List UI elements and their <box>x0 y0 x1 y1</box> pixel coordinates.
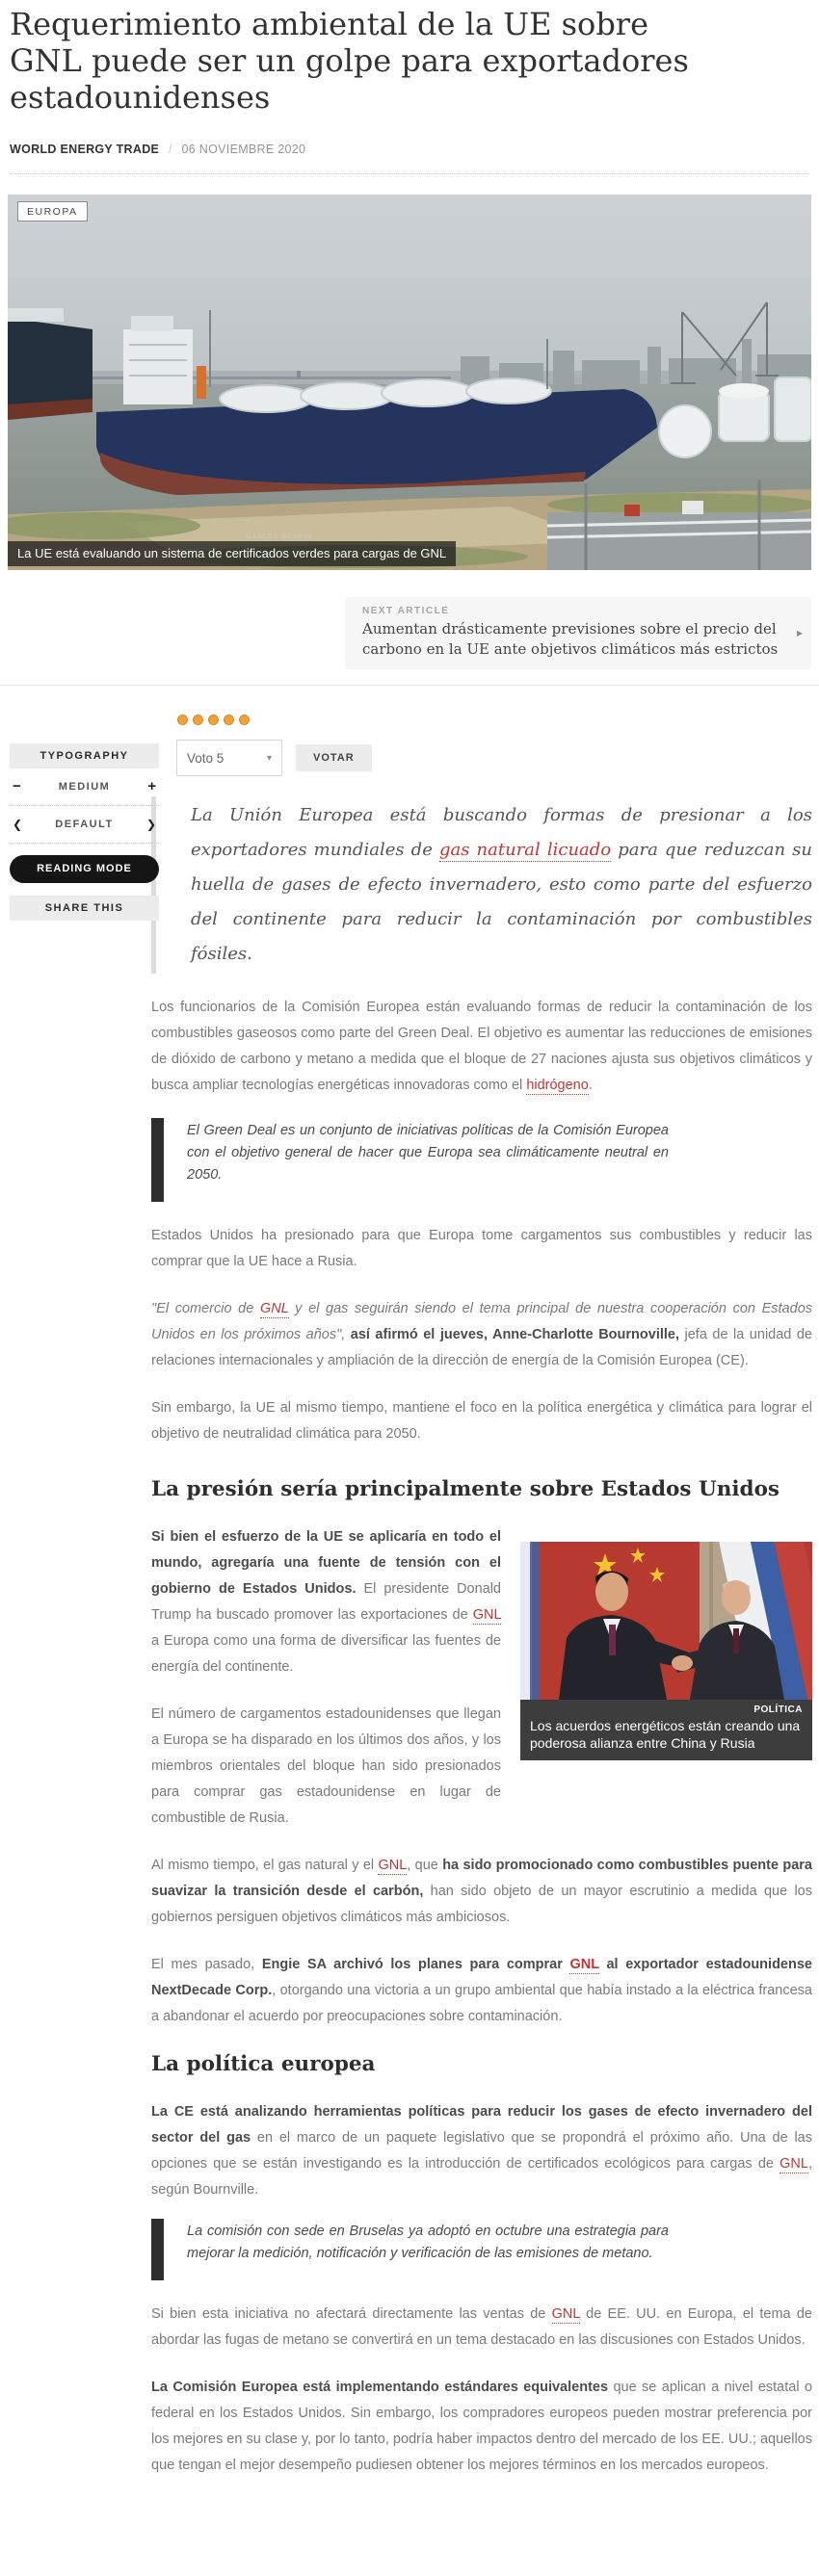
text-segment: La comisión con sede en Bruselas ya adoptó en octubre una estrategia para mejorar la medición, notificación y verificación de las emisiones de metano. <box>187 2224 669 2261</box>
paragraph <box>151 1952 812 2030</box>
text-segment: a Europa como una forma de diversificar las fuentes de energía del continente. <box>151 1633 501 1675</box>
prev-font-button[interactable]: ❮ <box>13 818 23 831</box>
lead-quote <box>151 796 812 974</box>
inline-link[interactable]: GNL <box>259 1301 289 1316</box>
text-segment: han sido objeto de un mayor escrutinio a medida que los gobiernos persiguen objetivos climáticos más ambiciosos. <box>151 1884 812 1925</box>
byline-date: 06 NOVIEMBRE 2020 <box>181 143 306 156</box>
text-segment: El Green Deal es un conjunto de iniciativas políticas de la Comisión Europea con el objetivo general de hacer que Europa sea climáticamente neutral en 2050. <box>187 1123 669 1183</box>
content-area <box>0 715 819 2479</box>
xi-putin-handshake-photo-illustration <box>520 1542 812 1700</box>
byline-author[interactable]: WORLD ENERGY TRADE <box>10 143 160 156</box>
text-segment: Al mismo tiempo, el gas natural y el <box>151 1858 379 1873</box>
byline-separator: / <box>168 143 172 156</box>
text-segment: Si bien esta iniciativa no afectará directamente las ventas de <box>151 2306 552 2322</box>
text-segment: en el marco de un paquete legislativo que se propondrá el próximo año. Una de las opciones que se están investigando es la introducción de certificados ecológicos para cargas de <box>151 2130 812 2172</box>
highlight-quote <box>151 1118 669 1202</box>
vote-button[interactable]: VOTAR <box>296 744 372 771</box>
next-article-title: Aumentan drásticamente previsiones sobre el precio del carbono en la UE ante objetivos climáticos más estrictos <box>362 620 779 658</box>
lng-tanker-photo-illustration <box>8 195 811 570</box>
text-segment: El presidente Donald Trump ha buscado promover las exportaciones de <box>151 1581 501 1623</box>
text-segment: Si bien el esfuerzo de la UE se aplicaría en todo el mundo, agregaría una fuente de tensión con el gobierno de Estados Unidos. <box>151 1529 501 1597</box>
font-family-control <box>10 806 159 844</box>
star-dot[interactable] <box>193 715 203 725</box>
decrease-font-button[interactable]: − <box>13 778 21 794</box>
font-size-control <box>10 768 159 806</box>
arrow-right-icon: ▸ <box>796 625 803 639</box>
next-font-button[interactable]: ❯ <box>145 818 156 831</box>
star-dot[interactable] <box>224 715 234 725</box>
text-segment: La Comisión Europea está implementando estándares equivalentes <box>151 2380 609 2395</box>
paragraph <box>151 1853 812 1931</box>
section-heading: La política europea <box>151 2052 376 2076</box>
text-segment: Estados Unidos ha presionado para que Europa tome cargamentos sus combustibles y reducir las comprar que la UE hace a Rusia. <box>151 1228 812 1269</box>
hero-image <box>8 195 811 570</box>
typography-panel <box>10 743 159 921</box>
figure-caption-block <box>520 1700 812 1760</box>
inline-figure <box>520 1542 812 1760</box>
paragraph <box>151 995 812 1099</box>
inline-link[interactable]: GNL <box>472 1607 501 1623</box>
vote-controls <box>176 740 819 776</box>
paragraph <box>151 2302 812 2354</box>
vote-select[interactable] <box>176 740 282 776</box>
text-segment: ha sido promocionado como combustibles puente para suavizar la transición desde el carbón, <box>151 1858 812 1899</box>
chevron-down-icon: ▾ <box>266 752 272 764</box>
inline-link[interactable]: GNL <box>551 2306 580 2322</box>
text-segment: La Unión Europea está buscando formas de presionar a los exportadores mundiales de <box>191 805 812 860</box>
star-dot[interactable] <box>208 715 219 725</box>
text-segment: El mes pasado, <box>151 1957 262 1972</box>
typography-header: TYPOGRAPHY <box>10 743 159 768</box>
text-segment: al exportador estadounidense NextDecade Corp. <box>151 1957 812 1998</box>
inline-link[interactable]: gas natural licuado <box>438 840 612 860</box>
paragraph <box>151 1296 812 1374</box>
share-button[interactable]: SHARE THIS <box>10 896 159 921</box>
text-segment: para que reduzcan su huella de gases de efecto invernadero, esto como parte del esfuerzo del continente para reducir la contaminación por combustibles fósiles. <box>191 840 812 964</box>
inline-link[interactable]: GNL <box>378 1858 408 1873</box>
paragraph <box>151 1223 812 1275</box>
increase-font-button[interactable]: + <box>147 778 156 794</box>
byline <box>10 143 809 174</box>
figure-caption: Los acuerdos energéticos están creando una poderosa alianza entre China y Rusia <box>530 1718 801 1751</box>
text-segment: Los funcionarios de la Comisión Europea están evaluando formas de reducir la contaminación de los combustibles gaseosos como parte del Green Deal. El objetivo es aumentar las reducciones de emisiones de dióxido de carbono y metano a medida que el bloque de 27 naciones ajusta sus objetivos climáticos y busca ampliar tecnologías energéticas innovadoras como el <box>151 1000 812 1093</box>
text-segment: jefa de la unidad de relaciones internacionales y ampliación de la dirección de energía de la Comisión Europea (CE). <box>151 1327 812 1368</box>
font-family-label: DEFAULT <box>55 819 114 830</box>
page-title: Requerimiento ambiental de la UE sobre GNL puede ser un golpe para exportadores estadounidenses <box>10 6 689 116</box>
inline-link[interactable]: GNL <box>779 2156 808 2172</box>
text-segment: El número de cargamentos estadounidenses que llegan a Europa se ha disparado en los últimos dos años, y los miembros orientales del bloque han sido presionados para comprar gas estadounidense en lugar de combustible de Rusia. <box>151 1706 501 1826</box>
text-segment: Sin embargo, la UE al mismo tiempo, mantiene el foco en la política energética y climática para lograr el objetivo de neutralidad climática para 2050. <box>151 1400 812 1442</box>
category-tag-politica[interactable]: POLÍTICA <box>753 1704 803 1715</box>
paragraph <box>151 2375 812 2479</box>
text-segment: y el gas seguirán siendo el tema principal de nuestra cooperación con Estados Unidos en los próximos años", <box>151 1301 813 1342</box>
text-segment: . <box>588 1078 593 1093</box>
paragraph <box>151 1395 812 1447</box>
text-segment: así afirmó el jueves, Anne-Charlotte Bournoville, <box>350 1327 679 1342</box>
text-segment: , según Bournville. <box>151 2156 812 2198</box>
text-segment: "El comercio de <box>151 1301 260 1316</box>
text-segment: que se aplican a nivel estatal o federal en los Estados Unidos. Sin embargo, los compradores europeos pueden mostrar preferencia por los mejores en su clase y, por lo tanto, podría haber impactos dentro del mercado de los EE. UU.; aquellos que tengan el mejor desempeño pudiesen obtener los mejores términos en los mercados europeos. <box>151 2380 813 2473</box>
inline-link[interactable]: hidrógeno <box>526 1078 589 1093</box>
next-article-teaser[interactable] <box>345 597 811 669</box>
paragraph <box>151 2099 812 2203</box>
next-article-label: NEXT ARTICLE <box>362 606 450 616</box>
rating-stars <box>177 715 819 725</box>
font-size-label: MEDIUM <box>58 781 111 793</box>
section-heading: La presión sería principalmente sobre Estados Unidos <box>151 1477 780 1501</box>
article-body <box>151 796 812 2479</box>
inline-link[interactable]: GNL <box>569 1957 599 1972</box>
text-segment: , otorgando una victoria a un grupo ambiental que había instado a la eléctrica francesa a abandonar el acuerdo por preocupaciones sobre contaminación. <box>151 1983 812 2024</box>
text-segment: Engie SA archivó los planes para comprar <box>261 1957 570 1972</box>
hero-caption: La UE está evaluando un sistema de certificados verdes para cargas de GNL <box>8 541 456 566</box>
vote-select-value: Voto 5 <box>187 750 225 766</box>
divider <box>0 685 819 686</box>
text-segment: , que <box>407 1858 443 1873</box>
text-segment: La CE está analizando herramientas políticas para reducir los gases de efecto invernadero del sector del gas <box>151 2104 812 2146</box>
star-dot[interactable] <box>239 715 250 725</box>
category-tag-europa[interactable]: EUROPA <box>17 201 88 221</box>
ship-name-label: GASLOG GENEVA <box>247 533 313 540</box>
star-dot[interactable] <box>177 715 188 725</box>
reading-mode-button[interactable]: READING MODE <box>10 855 159 883</box>
highlight-quote <box>151 2219 669 2280</box>
text-segment: de EE. UU. en Europa, el tema de abordar las fugas de metano se convertirá en un tema destacado en las discusiones con Estados Unidos. <box>151 2306 812 2348</box>
